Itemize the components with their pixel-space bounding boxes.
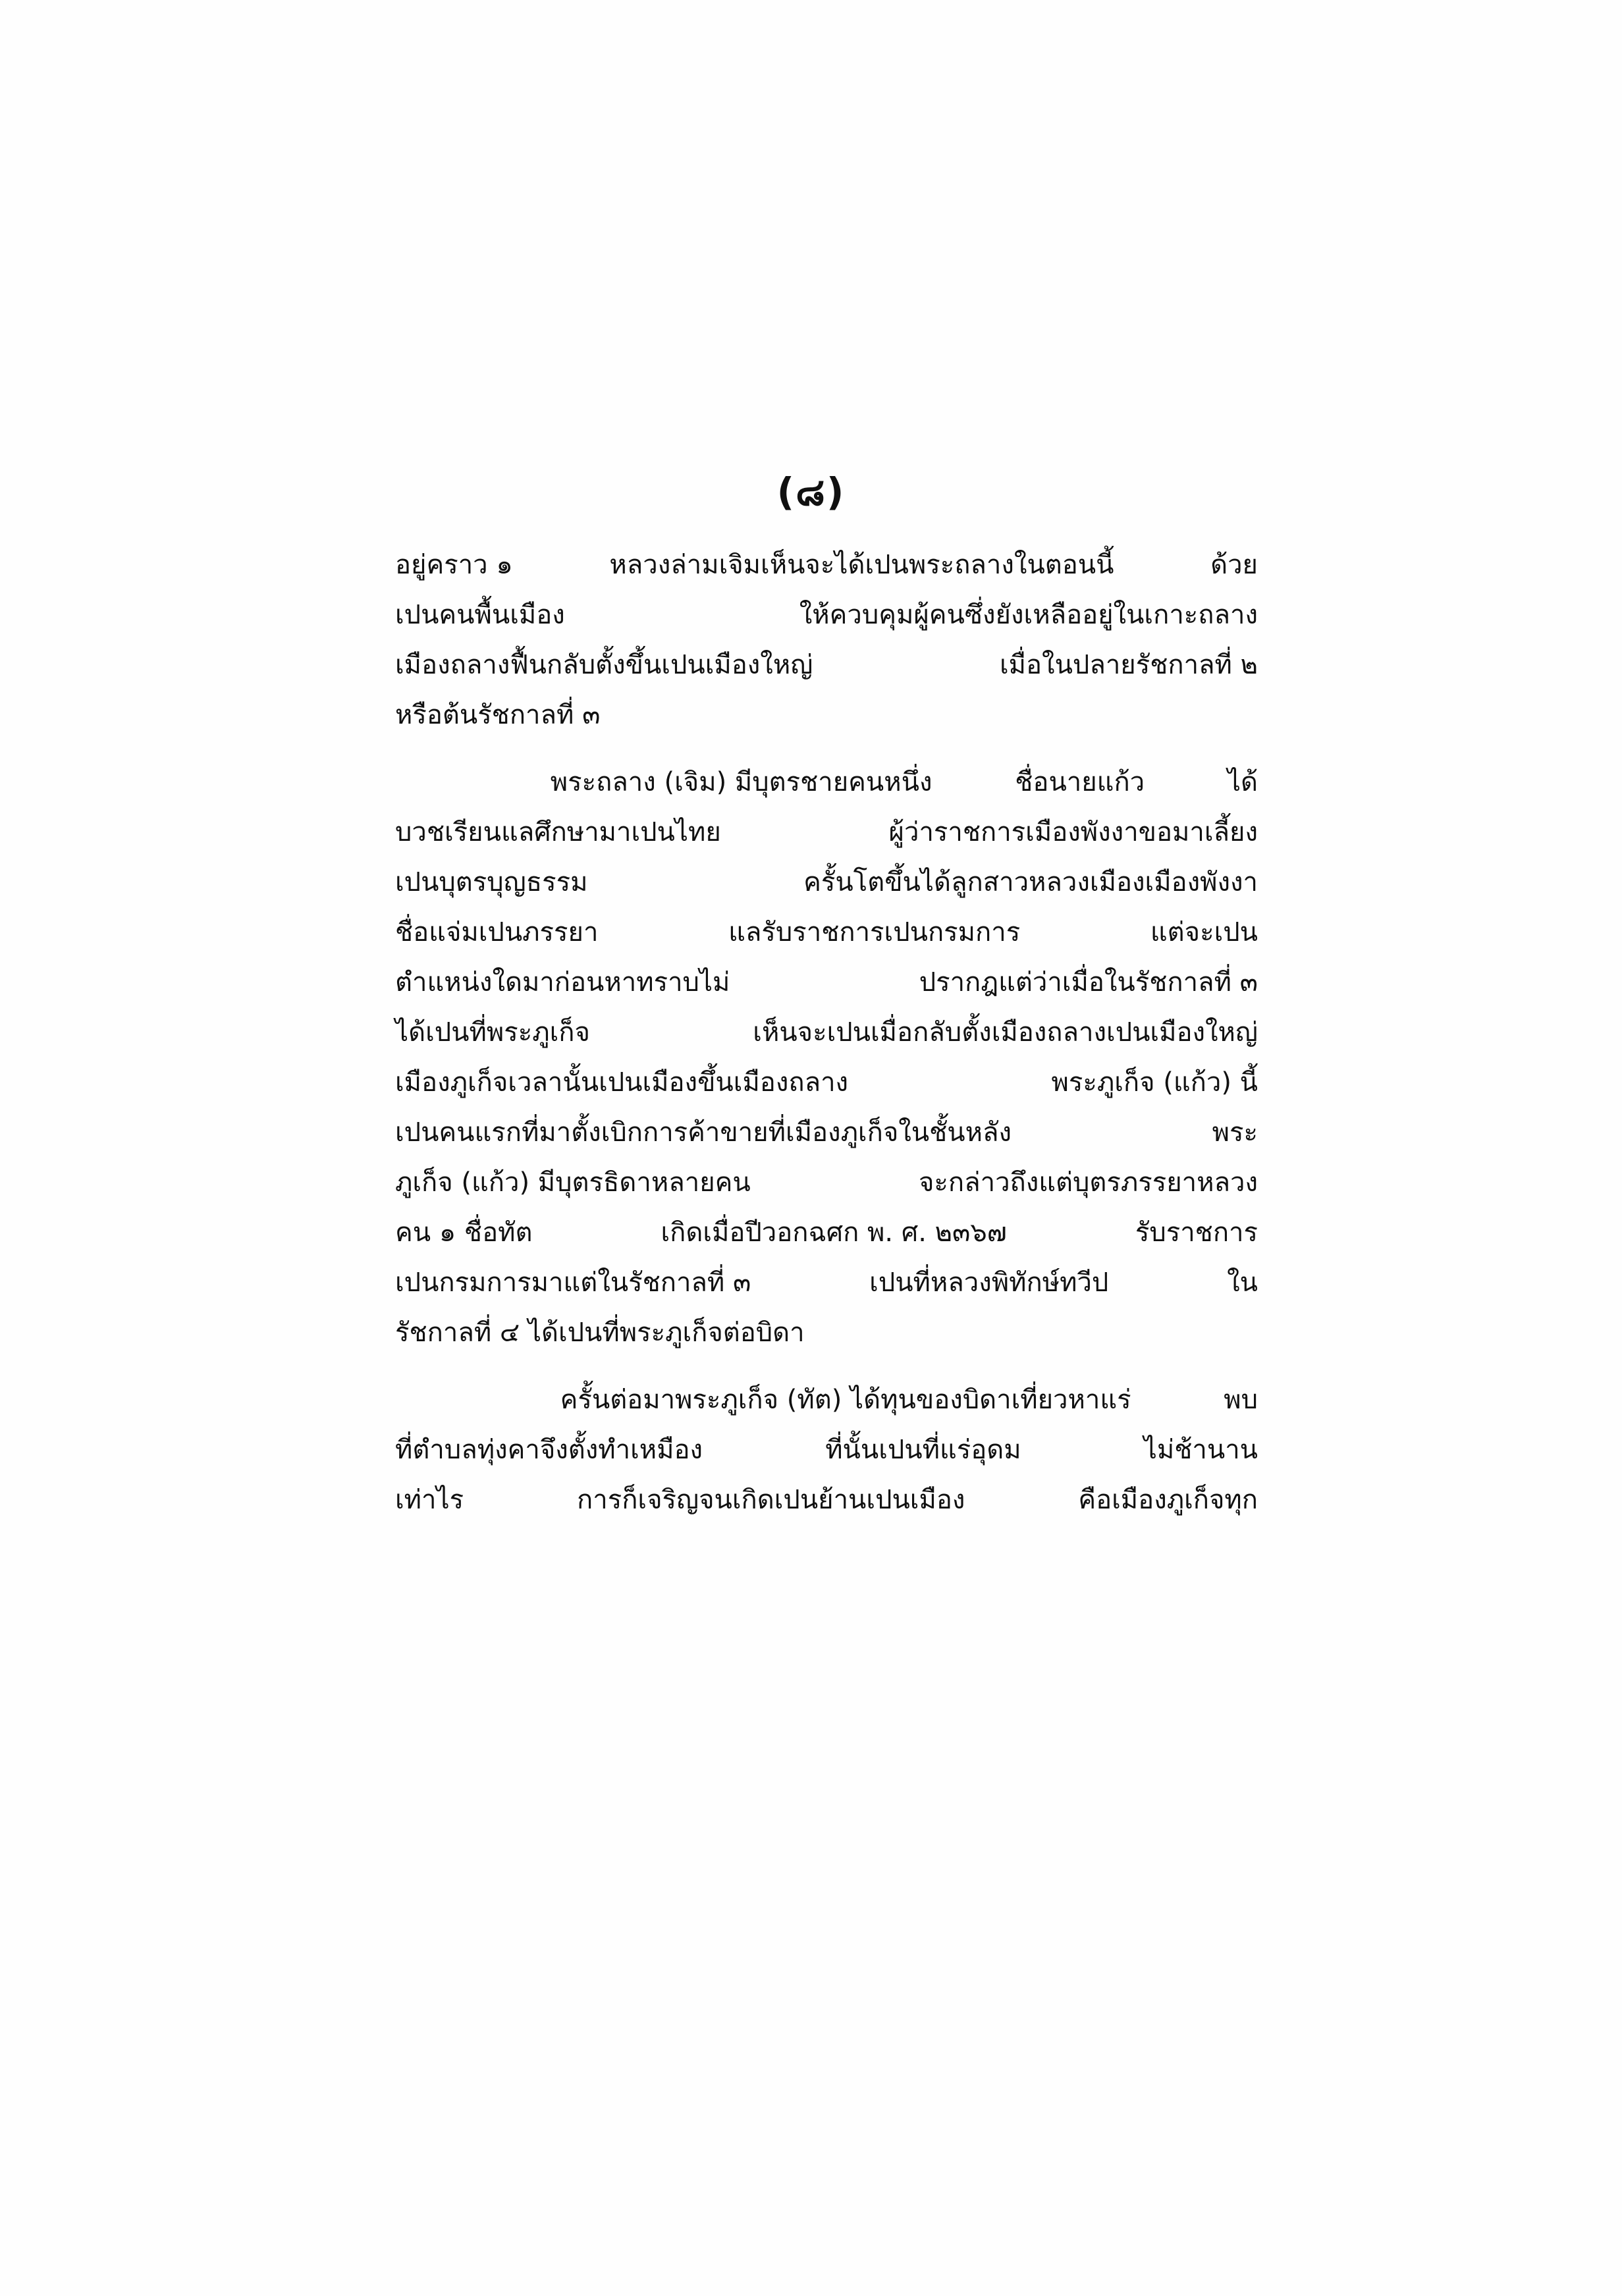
- text-line: [395, 907, 1258, 957]
- line-segment: อยู่คราว ๑: [395, 550, 513, 580]
- line-segment: พระ: [1212, 1117, 1258, 1148]
- line-segment: ครั้นต่อมาพระภูเก็จ (ทัต) ได้ทุนของบิดาเที่ยวหาแร่: [560, 1385, 1131, 1415]
- line-segment: บวชเรียนแลศึกษามาเปนไทย: [395, 817, 721, 847]
- line-segment: หลวงล่ามเจิมเห็นจะได้เปนพระถลางในตอนนี้: [609, 550, 1114, 580]
- line-segment: ได้เปนที่พระภูเก็จ: [395, 1017, 590, 1048]
- line-segment: พระภูเก็จ (แก้ว) นี้: [1051, 1067, 1258, 1098]
- line-segment: ภูเก็จ (แก้ว) มีบุตรธิดาหลายคน: [395, 1167, 751, 1198]
- line-segment: เมืองถลางฟื้นกลับตั้งขึ้นเปนเมืองใหญ่: [395, 650, 813, 680]
- line-segment: เปนบุตรบุญธรรม: [395, 867, 588, 897]
- text-line: หรือต้นรัชกาลที่ ๓: [395, 700, 601, 730]
- line-segment: ชื่อแจ่มเปนภรรยา: [395, 917, 599, 948]
- paragraph: [395, 540, 1258, 740]
- line-segment: รับราชการ: [1135, 1217, 1258, 1248]
- paragraph: [395, 757, 1258, 1358]
- line-segment: คือเมืองภูเก็จทุก: [1078, 1485, 1258, 1515]
- line-segment: ไม่ช้านาน: [1143, 1435, 1258, 1465]
- line-segment: เปนคนแรกที่มาตั้งเบิกการค้าขายที่เมืองภูเก็จในชั้นหลัง: [395, 1117, 1012, 1148]
- line-segment: ให้ควบคุมผู้คนซึ่งยังเหลืออยู่ในเกาะถลาง: [799, 600, 1258, 630]
- text-line: [395, 540, 1258, 590]
- indent-spacer: [395, 757, 468, 807]
- text-line: [395, 1258, 1258, 1308]
- text-line: [395, 757, 1258, 807]
- page-number: (๘): [776, 469, 846, 514]
- line-segment: การก็เจริญจนเกิดเปนย้านเปนเมือง: [577, 1485, 965, 1515]
- line-segment: เปนคนพื้นเมือง: [395, 600, 565, 630]
- indent-spacer: [395, 1375, 468, 1425]
- line-segment: ใน: [1227, 1268, 1258, 1298]
- line-segment: ปรากฎแต่ว่าเมื่อในรัชกาลที่ ๓: [919, 967, 1258, 998]
- text-line: [395, 1108, 1258, 1158]
- body-text: [395, 540, 1258, 1542]
- line-segment: เท่าไร: [395, 1485, 464, 1515]
- line-segment: พระถลาง (เจิม) มีบุตรชายคนหนึ่ง: [550, 767, 933, 797]
- text-line: รัชกาลที่ ๔ ได้เปนที่พระภูเก็จต่อบิดา: [395, 1318, 805, 1348]
- line-segment: แต่จะเปน: [1150, 917, 1258, 948]
- text-line: [395, 640, 1258, 690]
- line-segment: ได้: [1227, 767, 1258, 797]
- line-segment: เกิดเมื่อปีวอกฉศก พ. ศ. ๒๓๖๗: [661, 1217, 1007, 1248]
- text-line: [395, 1425, 1258, 1475]
- line-segment: จะกล่าวถึงแต่บุตรภรรยาหลวง: [918, 1167, 1258, 1198]
- line-segment: พบ: [1224, 1385, 1258, 1415]
- line-segment: เมืองภูเก็จเวลานั้นเปนเมืองขึ้นเมืองถลาง: [395, 1067, 849, 1098]
- line-segment: เปนกรมการมาแต่ในรัชกาลที่ ๓: [395, 1268, 751, 1298]
- text-line: [395, 1375, 1258, 1425]
- text-line: [395, 1057, 1258, 1108]
- line-segment: แลรับราชการเปนกรมการ: [728, 917, 1021, 948]
- line-segment: เปนที่หลวงพิทักษ์ทวีป: [869, 1268, 1109, 1298]
- line-segment: คน ๑ ชื่อทัต: [395, 1217, 533, 1248]
- line-segment: ที่นั้นเปนที่แร่อุดม: [825, 1435, 1021, 1465]
- line-segment: ตำแหน่งใดมาก่อนหาทราบไม่: [395, 967, 730, 998]
- text-line: [395, 857, 1258, 907]
- paragraph: [395, 1375, 1258, 1525]
- line-segment: ที่ตำบลทุ่งคาจึงตั้งทำเหมือง: [395, 1435, 703, 1465]
- text-line: [395, 1475, 1258, 1525]
- line-segment: เมื่อในปลายรัชกาลที่ ๒: [999, 650, 1258, 680]
- line-segment: เห็นจะเปนเมื่อกลับตั้งเมืองถลางเปนเมืองใหญ่: [753, 1017, 1258, 1048]
- line-segment: ด้วย: [1210, 550, 1258, 580]
- line-segment: ชื่อนายแก้ว: [1015, 767, 1145, 797]
- line-segment: ผู้ว่าราชการเมืองพังงาขอมาเลี้ยง: [888, 817, 1258, 847]
- text-line: [395, 1208, 1258, 1258]
- text-line: [395, 1007, 1258, 1057]
- text-line: [395, 590, 1258, 640]
- text-line: [395, 1158, 1258, 1208]
- text-line: [395, 957, 1258, 1007]
- text-line: [395, 807, 1258, 857]
- line-segment: ครั้นโตขึ้นได้ลูกสาวหลวงเมืองเมืองพังงา: [803, 867, 1258, 897]
